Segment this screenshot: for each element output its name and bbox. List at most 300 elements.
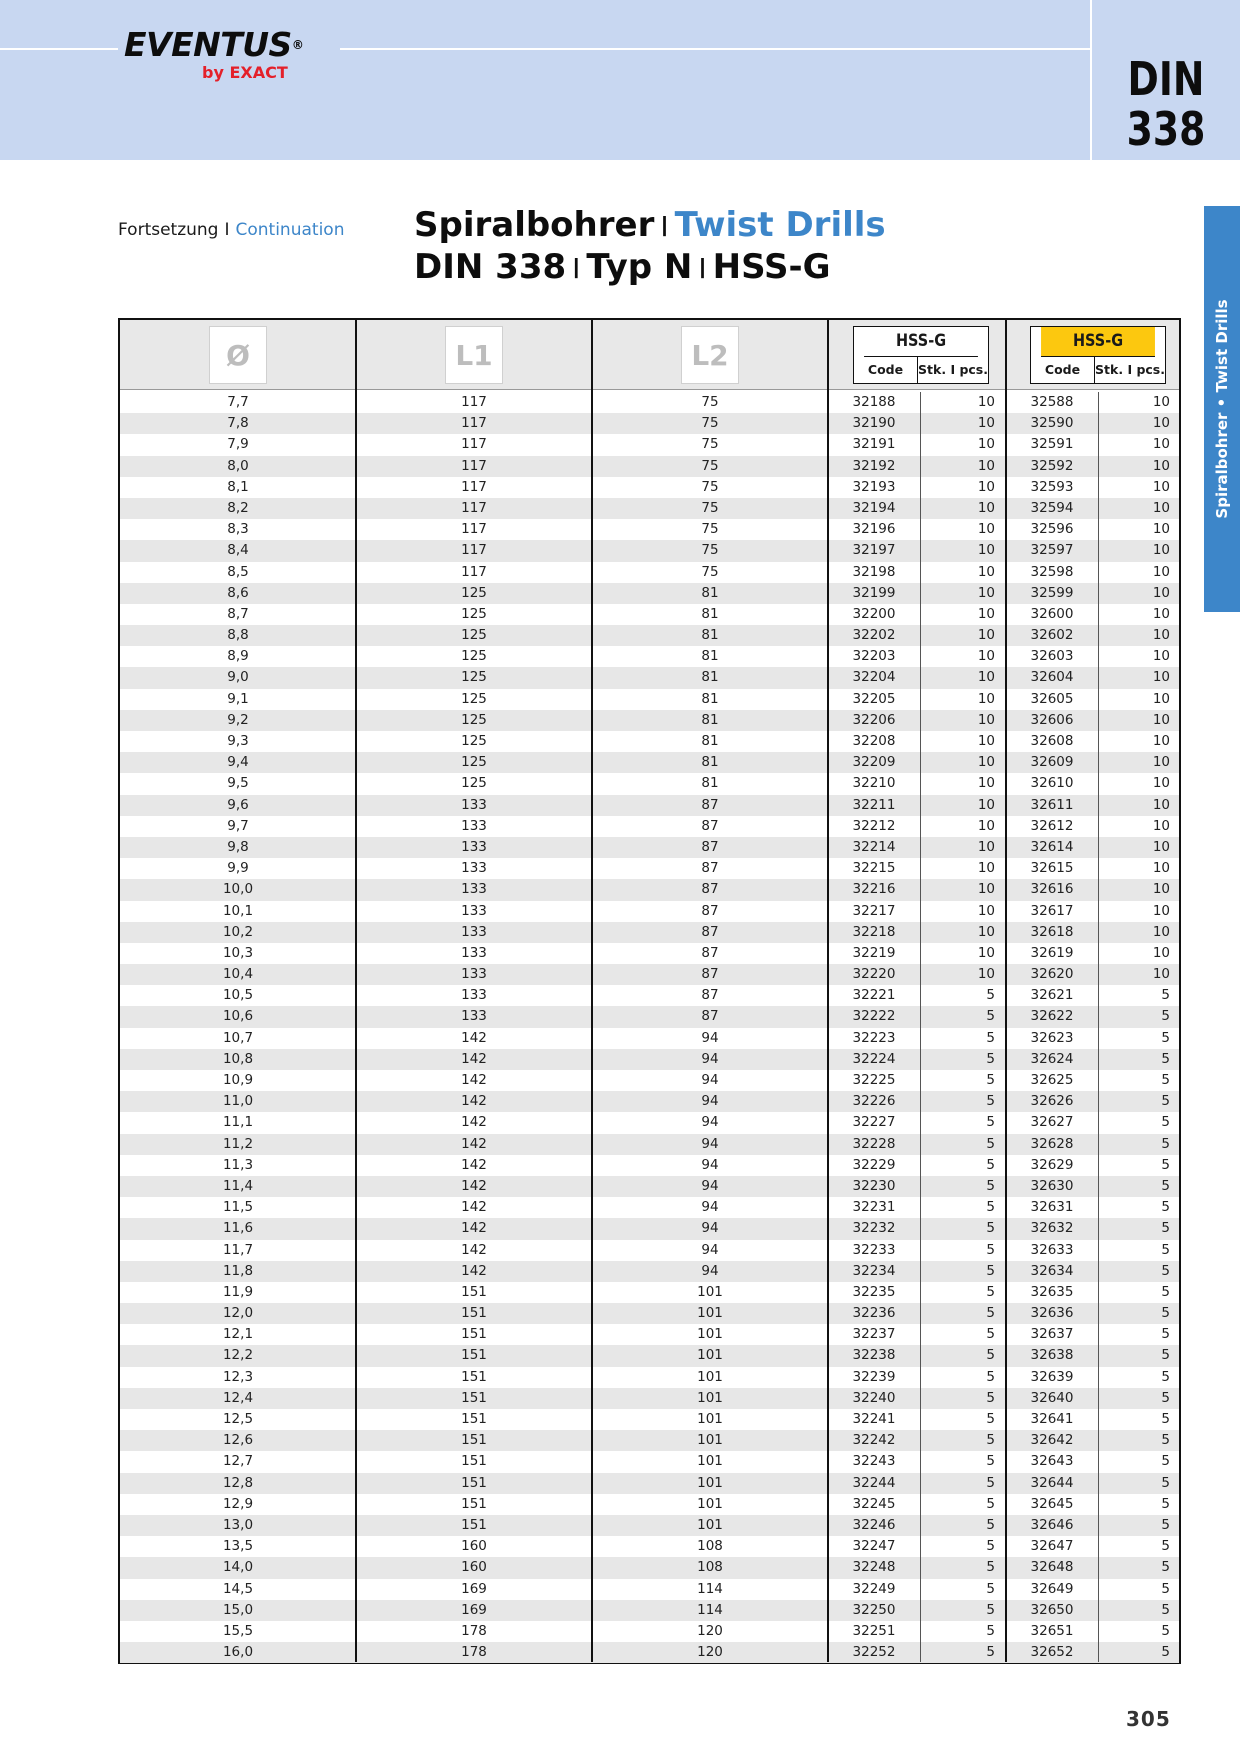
title-de: Spiralbohrer [414, 205, 655, 245]
cell-diameter: 9,7 [227, 817, 249, 834]
cell-pcs-1: 10 [977, 521, 995, 538]
cell-l1: 117 [461, 521, 487, 538]
cell-diameter: 11,7 [222, 1241, 254, 1258]
cell-pcs-1: 5 [986, 1538, 995, 1555]
cell-code-1: 32231 [852, 1199, 896, 1216]
cell-l2: 101 [697, 1389, 723, 1406]
cell-pcs-1: 10 [977, 478, 995, 495]
cell-diameter: 13,0 [222, 1516, 254, 1533]
cell-pcs-1: 10 [977, 499, 995, 516]
cell-diameter: 10,9 [222, 1072, 254, 1088]
title-en: Twist Drills [674, 205, 886, 245]
cell-diameter: 10,8 [222, 1050, 254, 1067]
cell-pcs-2: 5 [1161, 1474, 1170, 1491]
table-row [120, 1409, 1179, 1430]
cell-code-2: 32597 [1030, 542, 1074, 559]
continuation-label [118, 220, 344, 240]
cell-l1: 160 [461, 1559, 487, 1576]
title-separator: I [660, 210, 669, 243]
cell-l2: 75 [701, 436, 719, 453]
cell-pcs-2: 5 [1161, 1135, 1170, 1152]
cell-pcs-1: 10 [977, 796, 995, 813]
cell-pcs-1: 10 [977, 860, 995, 877]
cell-pcs-2: 10 [1152, 754, 1170, 771]
table-row [120, 1579, 1179, 1600]
cell-code-2: 32646 [1030, 1516, 1074, 1533]
cell-l2: 120 [697, 1644, 723, 1661]
cell-code-1: 32209 [852, 754, 896, 771]
table-row [120, 795, 1179, 816]
table-row [120, 1176, 1179, 1197]
cell-pcs-2: 10 [1152, 690, 1170, 707]
cell-diameter: 8,9 [227, 648, 249, 665]
table-row [120, 1112, 1179, 1133]
cell-code-2: 32642 [1030, 1432, 1074, 1449]
table-row [120, 1600, 1179, 1621]
cell-code-2: 32622 [1030, 1008, 1074, 1025]
table-row [120, 498, 1179, 519]
cell-l1: 151 [461, 1495, 487, 1512]
cell-l2: 94 [701, 1156, 719, 1173]
cell-pcs-1: 10 [977, 542, 995, 559]
cell-pcs-1: 5 [986, 1135, 995, 1152]
cell-pcs-1: 5 [986, 1516, 995, 1533]
cell-l2: 94 [701, 1199, 719, 1216]
cell-code-2: 32612 [1030, 817, 1074, 834]
table-row [120, 901, 1179, 922]
table-row [120, 646, 1179, 667]
cell-l2: 75 [701, 542, 719, 559]
cell-l2: 101 [697, 1495, 723, 1512]
cell-pcs-1: 10 [977, 881, 995, 898]
cell-pcs-2: 10 [1152, 944, 1170, 961]
table-row [120, 1642, 1179, 1663]
subtitle-separator-2: I [698, 252, 707, 285]
cell-code-1: 32211 [852, 796, 896, 813]
cell-code-2: 32604 [1030, 669, 1074, 686]
table-row [120, 519, 1179, 540]
cell-l2: 101 [697, 1283, 723, 1300]
table-row [120, 392, 1179, 413]
cell-diameter: 12,2 [222, 1347, 254, 1364]
table-row [120, 1197, 1179, 1218]
cell-l1: 117 [461, 415, 487, 432]
cell-pcs-1: 5 [986, 1559, 995, 1576]
cell-l1: 125 [461, 605, 487, 622]
cell-code-2: 32611 [1030, 796, 1074, 813]
cell-code-1: 32233 [852, 1241, 896, 1258]
cell-diameter: 10,2 [222, 923, 254, 940]
cell-diameter: 11,0 [222, 1093, 254, 1110]
cell-l1: 178 [461, 1622, 487, 1639]
table-row [120, 583, 1179, 604]
cell-code-1: 32214 [852, 838, 896, 855]
grade-title-2: HSS-G [1041, 327, 1155, 357]
column-subdivider [920, 392, 921, 1662]
cell-code-1: 32223 [852, 1029, 896, 1046]
cell-l2: 75 [701, 415, 719, 432]
cell-code-1: 32188 [852, 394, 896, 410]
cell-pcs-2: 10 [1152, 394, 1170, 410]
cell-l2: 81 [701, 627, 719, 644]
cell-l1: 151 [461, 1432, 487, 1449]
cell-pcs-1: 10 [977, 733, 995, 749]
cell-l1: 151 [461, 1347, 487, 1364]
cell-code-2: 32647 [1030, 1538, 1074, 1555]
cell-pcs-1: 10 [977, 902, 995, 919]
table-row [120, 1557, 1179, 1578]
cell-code-2: 32593 [1030, 478, 1074, 495]
table-body [120, 392, 1179, 1663]
diameter-icon: Ø [209, 326, 267, 384]
cell-code-1: 32196 [852, 521, 896, 538]
cell-code-1: 32218 [852, 923, 896, 940]
cell-pcs-1: 5 [986, 1644, 995, 1661]
cell-pcs-2: 5 [1161, 1644, 1170, 1661]
cell-l1: 133 [461, 987, 487, 1004]
cell-l1: 160 [461, 1538, 487, 1555]
cell-code-2: 32615 [1030, 860, 1074, 877]
cell-code-2: 32644 [1030, 1474, 1074, 1491]
cell-l2: 87 [701, 966, 719, 983]
cell-diameter: 12,1 [222, 1326, 254, 1343]
cell-l2: 75 [701, 457, 719, 474]
cell-code-2: 32630 [1030, 1177, 1074, 1194]
cell-code-2: 32605 [1030, 690, 1074, 707]
cell-pcs-2: 10 [1152, 648, 1170, 665]
cell-code-1: 32236 [852, 1305, 896, 1322]
cell-l1: 125 [461, 775, 487, 792]
table-row [120, 540, 1179, 561]
cell-pcs-2: 5 [1161, 1601, 1170, 1618]
cell-code-2: 32627 [1030, 1114, 1074, 1131]
cell-l1: 142 [461, 1093, 487, 1110]
cell-pcs-1: 10 [977, 584, 995, 601]
table-row [120, 943, 1179, 964]
cell-code-2: 32620 [1030, 966, 1074, 983]
cell-l2: 101 [697, 1305, 723, 1322]
cell-pcs-2: 5 [1161, 1538, 1170, 1555]
cell-l2: 81 [701, 584, 719, 601]
cell-code-1: 32193 [852, 478, 896, 495]
cell-pcs-1: 5 [986, 1220, 995, 1237]
cell-l2: 94 [701, 1093, 719, 1110]
cell-code-2: 32635 [1030, 1283, 1074, 1300]
cell-code-1: 32225 [852, 1072, 896, 1088]
cell-pcs-1: 5 [986, 1156, 995, 1173]
cell-diameter: 11,5 [222, 1199, 254, 1216]
cell-pcs-2: 10 [1152, 457, 1170, 474]
cell-pcs-2: 5 [1161, 1156, 1170, 1173]
cell-code-1: 32203 [852, 648, 896, 665]
cell-pcs-2: 10 [1152, 817, 1170, 834]
cell-code-2: 32599 [1030, 584, 1074, 601]
cell-pcs-2: 10 [1152, 796, 1170, 813]
table-row [120, 689, 1179, 710]
cell-code-1: 32244 [852, 1474, 896, 1491]
table-row [120, 1282, 1179, 1303]
cell-pcs-1: 10 [977, 457, 995, 474]
cell-l2: 75 [701, 521, 719, 538]
cell-l1: 117 [461, 394, 487, 410]
cell-diameter: 12,4 [222, 1389, 254, 1406]
cell-l2: 94 [701, 1050, 719, 1067]
cell-pcs-2: 5 [1161, 1093, 1170, 1110]
cell-code-2: 32609 [1030, 754, 1074, 771]
cell-pcs-2: 10 [1152, 627, 1170, 644]
cell-code-2: 32621 [1030, 987, 1074, 1004]
grade-pcs-label-2: Stk. I pcs. [1095, 362, 1165, 377]
cell-diameter: 9,2 [227, 711, 249, 728]
cell-l2: 87 [701, 881, 719, 898]
cell-l1: 142 [461, 1050, 487, 1067]
section-side-tab[interactable] [1204, 206, 1240, 612]
table-row [120, 1049, 1179, 1070]
cell-l1: 117 [461, 563, 487, 580]
cell-diameter: 8,3 [227, 521, 249, 538]
cell-code-1: 32220 [852, 966, 896, 983]
cell-pcs-1: 10 [977, 838, 995, 855]
cell-code-2: 32600 [1030, 605, 1074, 622]
cell-code-1: 32234 [852, 1262, 896, 1279]
cell-code-2: 32594 [1030, 499, 1074, 516]
cell-code-2: 32650 [1030, 1601, 1074, 1618]
cell-code-1: 32232 [852, 1220, 896, 1237]
cell-diameter: 8,6 [227, 584, 249, 601]
table-row [120, 1240, 1179, 1261]
cell-l1: 142 [461, 1072, 487, 1088]
cell-code-1: 32250 [852, 1601, 896, 1618]
cell-code-2: 32596 [1030, 521, 1074, 538]
side-tab-label: Spiralbohrer • Twist Drills [1213, 299, 1231, 519]
cell-code-1: 32251 [852, 1622, 896, 1639]
cell-l1: 117 [461, 478, 487, 495]
cell-pcs-1: 5 [986, 1326, 995, 1343]
cell-pcs-1: 10 [977, 966, 995, 983]
cell-diameter: 8,8 [227, 627, 249, 644]
cell-pcs-1: 10 [977, 711, 995, 728]
cell-l2: 101 [697, 1516, 723, 1533]
cell-l2: 87 [701, 944, 719, 961]
cell-l1: 125 [461, 690, 487, 707]
cell-code-1: 32198 [852, 563, 896, 580]
cell-code-2: 32637 [1030, 1326, 1074, 1343]
cell-pcs-2: 5 [1161, 1411, 1170, 1427]
cell-code-2: 32617 [1030, 902, 1074, 919]
cell-pcs-2: 10 [1152, 902, 1170, 919]
cell-l1: 151 [461, 1453, 487, 1470]
cell-pcs-1: 5 [986, 987, 995, 1004]
cell-pcs-1: 5 [986, 1368, 995, 1385]
cell-pcs-2: 5 [1161, 1241, 1170, 1258]
table-row [120, 1621, 1179, 1642]
cell-diameter: 12,8 [222, 1474, 254, 1491]
cell-code-2: 32592 [1030, 457, 1074, 474]
cell-l1: 125 [461, 584, 487, 601]
column-subdivider [1098, 392, 1099, 1662]
table-row [120, 837, 1179, 858]
cell-l2: 101 [697, 1432, 723, 1449]
cell-code-1: 32192 [852, 457, 896, 474]
table-row [120, 964, 1179, 985]
cell-pcs-2: 10 [1152, 881, 1170, 898]
cell-l1: 117 [461, 457, 487, 474]
cell-l2: 87 [701, 902, 719, 919]
cell-l2: 120 [697, 1622, 723, 1639]
cell-code-2: 32625 [1030, 1072, 1074, 1088]
cell-l2: 94 [701, 1072, 719, 1088]
cell-pcs-2: 10 [1152, 563, 1170, 580]
cell-l1: 151 [461, 1368, 487, 1385]
grade-pcs-label-1: Stk. I pcs. [918, 362, 988, 377]
cell-l2: 114 [697, 1601, 723, 1618]
table-row [120, 625, 1179, 646]
grade-code-label-2: Code [1031, 357, 1095, 383]
cell-code-2: 32633 [1030, 1241, 1074, 1258]
cell-l1: 151 [461, 1411, 487, 1427]
cell-code-1: 32245 [852, 1495, 896, 1512]
cell-code-1: 32197 [852, 542, 896, 559]
cell-l2: 81 [701, 669, 719, 686]
cell-l2: 108 [697, 1559, 723, 1576]
cell-diameter: 15,5 [222, 1622, 254, 1639]
cell-l1: 142 [461, 1199, 487, 1216]
table-row [120, 1494, 1179, 1515]
cell-pcs-2: 10 [1152, 415, 1170, 432]
table-row [120, 1091, 1179, 1112]
cell-l2: 81 [701, 648, 719, 665]
cell-code-2: 32619 [1030, 944, 1074, 961]
cell-diameter: 8,7 [227, 605, 249, 622]
cell-pcs-2: 5 [1161, 1559, 1170, 1576]
header-l1 [356, 320, 592, 390]
cell-l1: 125 [461, 627, 487, 644]
cell-code-2: 32641 [1030, 1411, 1074, 1427]
cell-pcs-1: 5 [986, 1453, 995, 1470]
cell-l2: 101 [697, 1347, 723, 1364]
cell-pcs-2: 10 [1152, 711, 1170, 728]
cell-l2: 87 [701, 796, 719, 813]
cell-l2: 81 [701, 690, 719, 707]
table-row [120, 1006, 1179, 1027]
cell-code-1: 32240 [852, 1389, 896, 1406]
cell-code-1: 32238 [852, 1347, 896, 1364]
cell-pcs-1: 5 [986, 1474, 995, 1491]
cell-l1: 142 [461, 1114, 487, 1131]
cell-pcs-2: 10 [1152, 733, 1170, 749]
table-row [120, 731, 1179, 752]
cell-code-2: 32591 [1030, 436, 1074, 453]
cell-l1: 142 [461, 1262, 487, 1279]
cell-l2: 94 [701, 1262, 719, 1279]
cell-code-2: 32638 [1030, 1347, 1074, 1364]
column-divider [355, 320, 357, 1662]
cell-l1: 142 [461, 1220, 487, 1237]
brand-name: EVENTUS [124, 25, 292, 64]
table-row [120, 1261, 1179, 1282]
cell-pcs-2: 5 [1161, 1495, 1170, 1512]
cell-diameter: 9,8 [227, 838, 249, 855]
cell-l1: 151 [461, 1389, 487, 1406]
cell-l2: 87 [701, 1008, 719, 1025]
cell-pcs-2: 10 [1152, 838, 1170, 855]
cell-code-1: 32190 [852, 415, 896, 432]
cell-diameter: 10,4 [222, 966, 254, 983]
cell-pcs-1: 5 [986, 1347, 995, 1364]
cell-l2: 87 [701, 838, 719, 855]
cell-diameter: 9,4 [227, 754, 249, 771]
cell-code-1: 32247 [852, 1538, 896, 1555]
cell-l2: 87 [701, 860, 719, 877]
table-row [120, 1218, 1179, 1239]
cell-pcs-1: 10 [977, 817, 995, 834]
cell-pcs-1: 10 [977, 669, 995, 686]
cell-diameter: 8,4 [227, 542, 249, 559]
table-row [120, 434, 1179, 455]
cell-pcs-1: 10 [977, 944, 995, 961]
cell-diameter: 10,3 [222, 944, 254, 961]
cell-code-1: 32229 [852, 1156, 896, 1173]
cell-pcs-1: 10 [977, 923, 995, 940]
din-number: 338 [1126, 102, 1206, 156]
cell-code-2: 32588 [1030, 394, 1074, 410]
table-row [120, 1515, 1179, 1536]
cell-diameter: 9,1 [227, 690, 249, 707]
grade-header-2 [1030, 326, 1166, 384]
cell-diameter: 12,6 [222, 1432, 254, 1449]
cell-diameter: 10,1 [222, 902, 254, 919]
cell-code-2: 32618 [1030, 923, 1074, 940]
cell-code-1: 32237 [852, 1326, 896, 1343]
table-row [120, 1388, 1179, 1409]
brand-subline: by EXACT [202, 63, 288, 82]
cell-code-2: 32606 [1030, 711, 1074, 728]
cell-pcs-1: 10 [977, 627, 995, 644]
cell-code-1: 32221 [852, 987, 896, 1004]
header-l2 [592, 320, 828, 390]
cell-l1: 142 [461, 1177, 487, 1194]
table-row [120, 1324, 1179, 1345]
cell-code-2: 32598 [1030, 563, 1074, 580]
cell-pcs-2: 10 [1152, 584, 1170, 601]
cell-code-1: 32224 [852, 1050, 896, 1067]
cell-diameter: 12,5 [222, 1411, 254, 1427]
cell-pcs-1: 5 [986, 1093, 995, 1110]
cell-pcs-2: 5 [1161, 1029, 1170, 1046]
cell-code-1: 32202 [852, 627, 896, 644]
cell-diameter: 11,6 [222, 1220, 254, 1237]
l1-icon: L1 [445, 326, 503, 384]
cell-pcs-2: 5 [1161, 1262, 1170, 1279]
table-row [120, 773, 1179, 794]
cell-pcs-1: 5 [986, 1601, 995, 1618]
cell-pcs-1: 10 [977, 394, 995, 410]
cell-l1: 133 [461, 796, 487, 813]
table-row [120, 1303, 1179, 1324]
cell-pcs-2: 5 [1161, 1283, 1170, 1300]
brand-reg-mark: ® [291, 38, 304, 52]
table-row [120, 1451, 1179, 1472]
cell-code-1: 32227 [852, 1114, 896, 1131]
cell-pcs-2: 10 [1152, 775, 1170, 792]
cell-pcs-1: 10 [977, 436, 995, 453]
cell-pcs-2: 5 [1161, 1432, 1170, 1449]
cell-l1: 178 [461, 1644, 487, 1661]
cell-code-2: 32634 [1030, 1262, 1074, 1279]
subtitle-material: HSS-G [712, 247, 831, 287]
cell-l1: 151 [461, 1283, 487, 1300]
cell-l2: 81 [701, 754, 719, 771]
